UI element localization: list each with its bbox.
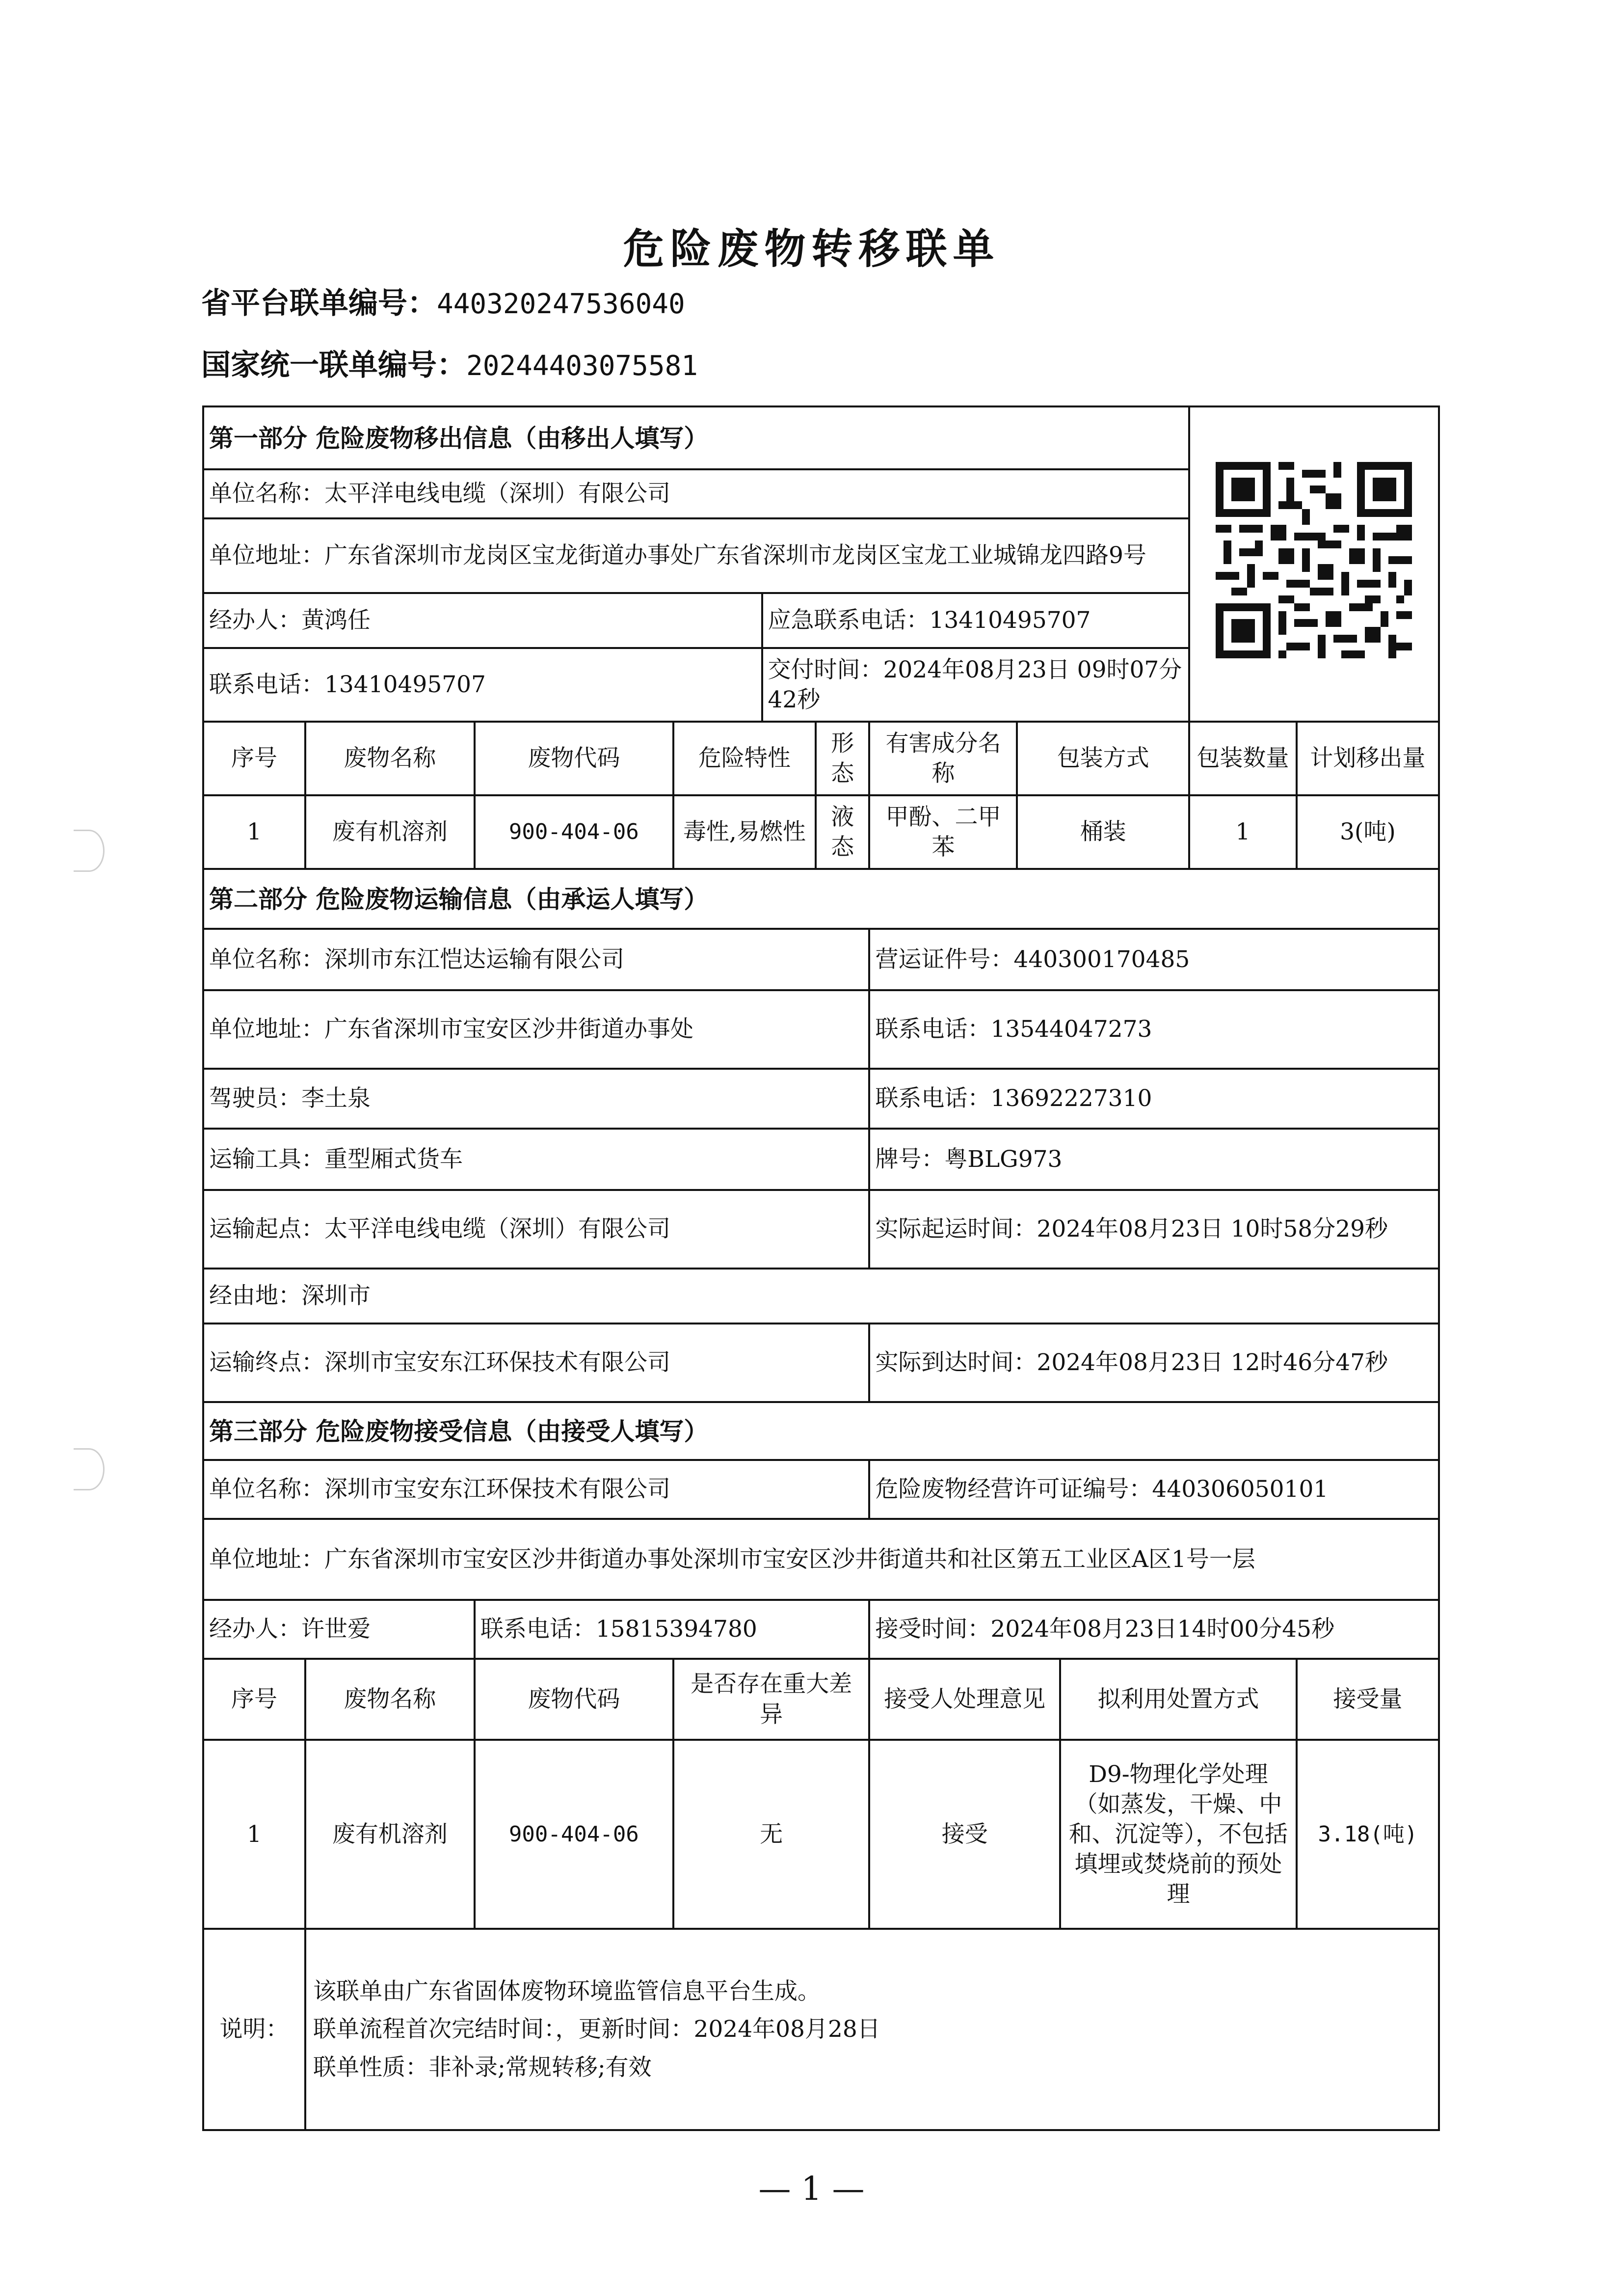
part2-unit-name: 单位名称：深圳市东江恺达运输有限公司 <box>203 929 869 990</box>
part1-col-packaging: 包装方式 <box>1017 722 1189 795</box>
part1-cell-packaging: 桶装 <box>1017 795 1189 869</box>
part1-col-package-count: 包装数量 <box>1189 722 1297 795</box>
part1-delivery-time: 交付时间：2024年08月23日 09时07分42秒 <box>762 648 1189 722</box>
part2-origin: 运输起点：太平洋电线电缆（深圳）有限公司 <box>203 1190 869 1269</box>
part1-cell-package-count: 1 <box>1189 795 1297 869</box>
part3-col-significant-difference: 是否存在重大差异 <box>673 1659 870 1740</box>
provincial-number-line <box>201 280 685 322</box>
part1-cell-waste-code: 900-404-06 <box>475 795 673 869</box>
table-row <box>203 1740 1439 1929</box>
part1-cell-hazardous-component: 甲酚、二甲苯 <box>869 795 1017 869</box>
transfer-form-table <box>202 405 1440 2131</box>
part2-unit-address: 单位地址：广东省深圳市宝安区沙井街道办事处 <box>203 990 869 1069</box>
part3-col-received-amount: 接受量 <box>1297 1659 1439 1740</box>
part3-cell-significant-difference: 无 <box>673 1740 870 1929</box>
notes-line-2: 联单流程首次完结时间：，更新时间：2024年08月28日 <box>313 2016 880 2043</box>
part3-col-waste-code: 废物代码 <box>475 1659 673 1740</box>
part2-vehicle: 运输工具：重型厢式货车 <box>203 1129 869 1190</box>
part1-col-hazardous-component: 有害成分名称 <box>869 722 1017 795</box>
part3-handler: 经办人：许世爱 <box>203 1600 475 1659</box>
notes-label: 说明： <box>203 1929 305 2130</box>
part2-contact-phone-1: 联系电话：13544047273 <box>869 990 1439 1069</box>
part1-emergency-phone: 应急联系电话：13410495707 <box>762 593 1189 648</box>
part1-col-hazard: 危险特性 <box>673 722 816 795</box>
part1-col-index: 序号 <box>203 722 305 795</box>
provincial-number-label: 省平台联单编号： <box>201 286 437 321</box>
notes-body <box>305 1929 1439 2130</box>
part1-col-form: 形态 <box>816 722 869 795</box>
part1-cell-planned-amount: 3(吨) <box>1297 795 1439 869</box>
part1-unit-name: 单位名称：太平洋电线电缆（深圳）有限公司 <box>203 469 1189 518</box>
part1-cell-index: 1 <box>203 795 305 869</box>
part2-driver: 驾驶员：李土泉 <box>203 1069 869 1129</box>
part2-plate: 牌号：粤BLG973 <box>869 1129 1439 1190</box>
national-number-value: 20244403075581 <box>466 350 698 382</box>
part1-col-planned-amount: 计划移出量 <box>1297 722 1439 795</box>
part3-receive-time: 接受时间：2024年08月23日14时00分45秒 <box>869 1600 1439 1659</box>
part3-cell-disposal-method: D9-物理化学处理（如蒸发，干燥、中和、沉淀等），不包括填埋或焚烧前的预处理 <box>1060 1740 1297 1929</box>
part1-heading: 第一部分 危险废物移出信息（由移出人填写） <box>203 406 1189 469</box>
part1-handler: 经办人：黄鸿任 <box>203 593 762 648</box>
part3-permit-no: 危险废物经营许可证编号：440306050101 <box>869 1460 1439 1519</box>
notes-line-3: 联单性质：非补录;常规转移;有效 <box>313 2053 652 2081</box>
part3-unit-name: 单位名称：深圳市宝安东江环保技术有限公司 <box>203 1460 869 1519</box>
part2-depart-time: 实际起运时间：2024年08月23日 10时58分29秒 <box>869 1190 1439 1269</box>
provincial-number-value: 440320247536040 <box>437 288 685 320</box>
table-row <box>203 795 1439 869</box>
part3-col-waste-name: 废物名称 <box>305 1659 475 1740</box>
part3-contact-phone: 联系电话：15815394780 <box>475 1600 870 1659</box>
part3-heading: 第三部分 危险废物接受信息（由接受人填写） <box>203 1402 1439 1460</box>
part3-col-index: 序号 <box>203 1659 305 1740</box>
part3-cell-waste-name: 废有机溶剂 <box>305 1740 475 1929</box>
qr-code-cell <box>1189 406 1439 722</box>
page-title: 危险废物转移联单 <box>623 224 1000 273</box>
part1-cell-form: 液态 <box>816 795 869 869</box>
part2-arrive-time: 实际到达时间：2024年08月23日 12时46分47秒 <box>869 1324 1439 1402</box>
page-number: — 1 — <box>758 2170 865 2208</box>
binder-hole-top <box>74 830 105 872</box>
part3-unit-address: 单位地址：广东省深圳市宝安区沙井街道办事处深圳市宝安区沙井街道共和社区第五工业区A区1号一层 <box>203 1519 1439 1600</box>
notes-line-1: 该联单由广东省固体废物环境监管信息平台生成。 <box>313 1977 821 2005</box>
part3-cell-received-amount: 3.18(吨) <box>1297 1740 1439 1929</box>
part2-contact-phone-2: 联系电话：13692227310 <box>869 1069 1439 1129</box>
binder-hole-bottom <box>74 1448 105 1490</box>
part2-via: 经由地：深圳市 <box>203 1269 1439 1324</box>
part3-cell-index: 1 <box>203 1740 305 1929</box>
qr-code-icon <box>1216 462 1412 658</box>
part3-col-disposal-method: 拟利用处置方式 <box>1060 1659 1297 1740</box>
part1-cell-hazard: 毒性,易燃性 <box>673 795 816 869</box>
part2-license-no: 营运证件号：440300170485 <box>869 929 1439 990</box>
national-number-line <box>201 342 698 384</box>
part2-heading: 第二部分 危险废物运输信息（由承运人填写） <box>203 869 1439 929</box>
part3-col-receiver-opinion: 接受人处理意见 <box>869 1659 1060 1740</box>
part3-cell-waste-code: 900-404-06 <box>475 1740 673 1929</box>
part1-col-waste-code: 废物代码 <box>475 722 673 795</box>
part1-unit-address: 单位地址：广东省深圳市龙岗区宝龙街道办事处广东省深圳市龙岗区宝龙工业城锦龙四路9号 <box>203 518 1189 593</box>
part1-contact-phone: 联系电话：13410495707 <box>203 648 762 722</box>
part3-cell-receiver-opinion: 接受 <box>869 1740 1060 1929</box>
part2-destination: 运输终点：深圳市宝安东江环保技术有限公司 <box>203 1324 869 1402</box>
part1-col-waste-name: 废物名称 <box>305 722 475 795</box>
part1-cell-waste-name: 废有机溶剂 <box>305 795 475 869</box>
national-number-label: 国家统一联单编号： <box>201 348 466 382</box>
